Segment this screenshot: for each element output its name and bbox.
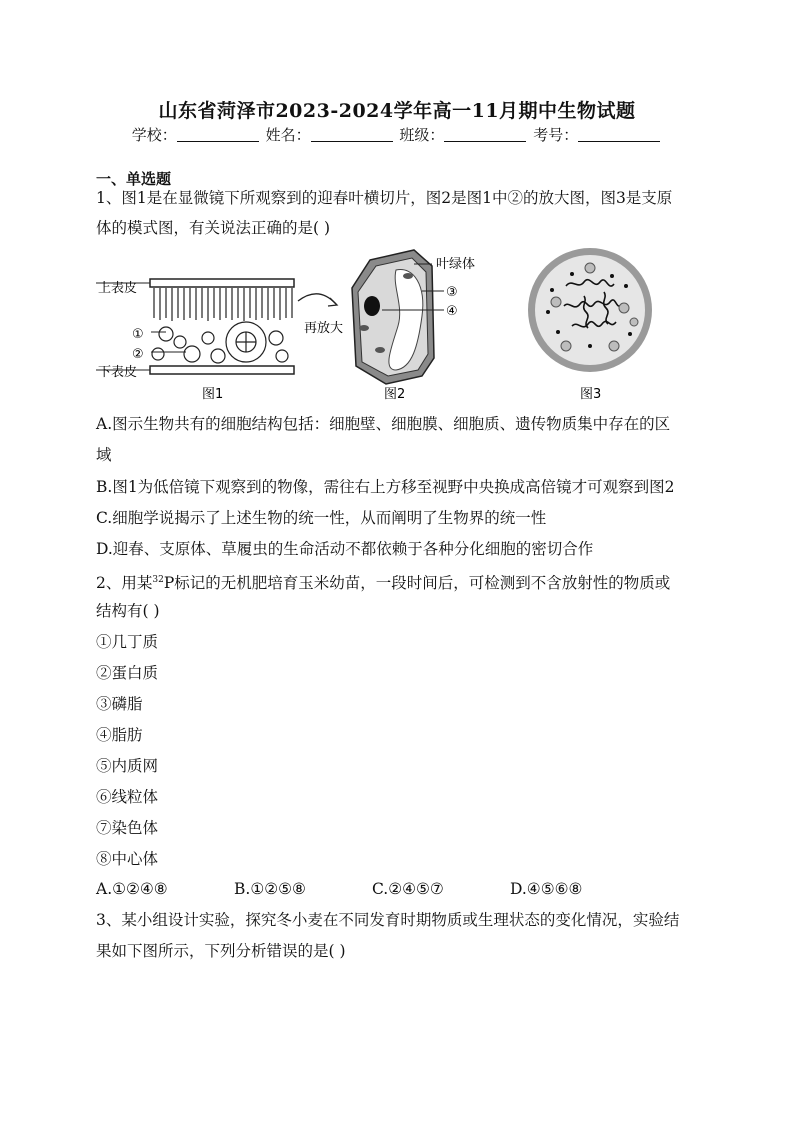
figure-svg — [96, 246, 696, 406]
q2-stem-part2: P标记的无机肥培育玉米幼苗，一段时间后，可检测到不含放射性的物质或 — [163, 574, 671, 593]
name-label: 姓名： — [265, 126, 311, 144]
label-marker-1: ① — [132, 327, 144, 342]
label-zoom: 再放大 — [304, 321, 344, 336]
q1-option-c: C.细胞学说揭示了上述生物的统一性，从而阐明了生物界的统一性 — [96, 509, 547, 527]
class-blank[interactable] — [444, 127, 526, 142]
school-blank[interactable] — [177, 127, 259, 142]
q2-isotope-superscript: 32 — [152, 575, 164, 585]
class-label: 班级： — [399, 126, 445, 144]
label-marker-2: ② — [132, 347, 144, 362]
label-lower-epidermis: 下表皮 — [98, 365, 138, 380]
q2-option-a[interactable]: A.①②④⑧ — [96, 880, 168, 898]
q1-option-b: B.图1为低倍镜下观察到的物像，需往右上方移至视野中央换成高倍镜才可观察到图2 — [96, 478, 675, 496]
page-title: 山东省菏泽市2023-2024学年高一11月期中生物试题 — [158, 100, 636, 122]
q2-item: ③磷脂 — [96, 695, 143, 713]
q1-stem-line2: 体的模式图，有关说法正确的是( ) — [96, 219, 331, 237]
caption-fig2: 图2 — [384, 387, 406, 402]
q1-stem-line1: 1、图1是在显微镜下所观察到的迎春叶横切片，图2是图1中②的放大图，图3是支原 — [96, 189, 673, 207]
q2-item: ②蛋白质 — [96, 664, 159, 682]
q2-item: ④脂肪 — [96, 726, 143, 744]
figure3-mycoplasma — [528, 248, 652, 372]
q2-stem-line2: 结构有( ) — [96, 602, 160, 620]
label-upper-epidermis: 上表皮 — [98, 281, 138, 296]
q2-options — [96, 879, 582, 899]
q2-option-d[interactable]: D.④⑤⑥⑧ — [510, 880, 583, 898]
q2-item: ⑤内质网 — [96, 757, 159, 775]
student-info-line — [0, 124, 794, 145]
q1-option-a-line1: A.图示生物共有的细胞结构包括：细胞壁、细胞膜、细胞质、遗传物质集中存在的区 — [96, 415, 671, 433]
q2-option-c[interactable]: C.②④⑤⑦ — [372, 880, 444, 898]
zoom-arrow-head — [328, 298, 337, 306]
q3-stem-line2: 果如下图所示，下列分析错误的是( ) — [96, 942, 346, 960]
q1-option-a-line2: 域 — [96, 446, 112, 464]
figure2-plant-cell — [352, 250, 434, 384]
q2-stem-line1 — [96, 570, 670, 593]
q2-item: ⑧中心体 — [96, 850, 159, 868]
label-chloroplast: 叶绿体 — [436, 257, 476, 272]
q2-option-b[interactable]: B.①②⑤⑧ — [234, 880, 306, 898]
q2-item: ①几丁质 — [96, 633, 159, 651]
q2-stem-part1: 2、用某 — [96, 574, 153, 593]
school-label: 学校： — [131, 126, 177, 144]
q2-item: ⑦染色体 — [96, 819, 159, 837]
name-blank[interactable] — [311, 127, 393, 142]
section-heading: 一、单选题 — [96, 170, 172, 188]
q2-item: ⑥线粒体 — [96, 788, 159, 806]
q1-option-d: D.迎春、支原体、草履虫的生命活动不都依赖于各种分化细胞的密切合作 — [96, 540, 594, 558]
caption-fig1: 图1 — [202, 387, 224, 402]
number-blank[interactable] — [578, 127, 660, 142]
label-marker-4: ④ — [446, 304, 458, 319]
q3-stem-line1: 3、某小组设计实验，探究冬小麦在不同发育时期物质或生理状态的变化情况，实验结 — [96, 911, 680, 929]
caption-fig3: 图3 — [580, 387, 602, 402]
label-marker-3: ③ — [446, 285, 458, 300]
q1-figures — [96, 246, 696, 406]
number-label: 考号： — [533, 126, 579, 144]
